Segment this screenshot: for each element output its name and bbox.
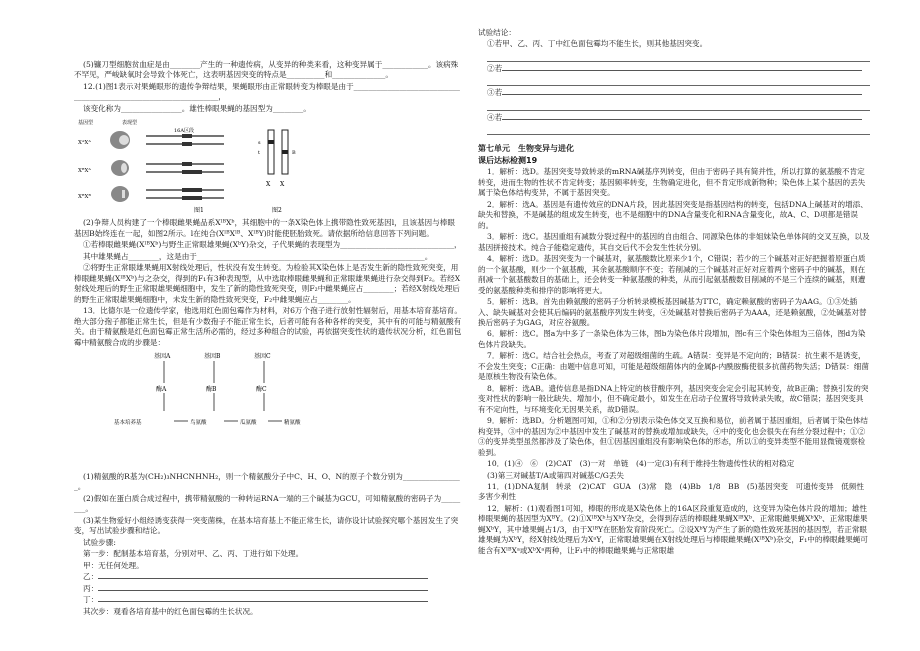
figure-row	[74, 116, 462, 216]
left-column	[74, 60, 462, 618]
question-13-3: (3)某生物爱好小组经诱变获得一突变菌株，在基本培育基上不能正常生长，请你设计试验探究哪个基因发生了突变，写出试验步骤和结论。	[74, 515, 459, 536]
step-yi: 乙：	[74, 572, 462, 582]
answer-line	[487, 51, 870, 62]
fig1-caption: 图1	[194, 207, 204, 215]
answer-10b: (3)第三对碱基T/A或第四对碱基C/G丢失	[487, 470, 625, 480]
fig2-label-1: X	[266, 181, 271, 189]
figure-2	[244, 116, 334, 216]
fig1-genotype-1: XᴬXᴬ	[78, 140, 91, 147]
question-12-1: 12.(1)图1表示对果蝇眼形的遗传争辩结果，果蝇眼形由正常眼转变为棒眼是由于__________________________________________________________________，	[74, 81, 460, 102]
conclusion-3: ③若	[478, 88, 870, 98]
step-jia: 甲：无任何处理。	[83, 560, 144, 570]
question-13-1: (1)精氨酸的R基为(CH₂)₃NHCNHNH₂，则一个精氨酸分子中C、H、O、N的原子个数分别为________________。	[74, 471, 460, 492]
answer-7: 7．解析：选C。结合社会热点，考查了对超级细菌的生疏。A错误：变异是不定向的；B错误：抗生素不是诱变，不会发生突变；C正确：由题中信息可知，可能是超级细菌体内的金属β-内酰胺酶使很多抗菌药物失活；D错误：细菌是原核生物没有染色体。	[478, 351, 869, 382]
enzyme-c: 酶C	[256, 385, 267, 393]
question-13-2: (2)假如在蛋白质合成过程中，携带精氨酸的一种转运RNA一端的三个碱基为GCU，可知精氨酸的密码子为________。	[74, 493, 461, 514]
question-12-2b: ②将野生正常眼雄果蝇用X射线处理后，性状没有发生转变。为检验其X染色体上是否发生新的隐性致死突变，用棒眼雌果蝇(XˡᴮXᵇ)与之杂交，得到的F₁有3种表现型，从中选取棒眼雌果蝇和正常眼雄果蝇进行杂交得到F₂。若经X射线处理后的野生正常眼雄果蝇细胞中，发生了新的隐性致死突变，则F₂中雌果蝇应占________；若经X射线处理后的野生正常眼雄果蝇细胞中，未发生新的隐性致死突变，F₂中雌果蝇应占________。	[74, 263, 461, 304]
answer-3: 3．解析：选C。基因重组有减数分裂过程中的基因的自由组合、同源染色体的非姐妹染色单体间的交叉互换，以及基因拼接技术。纯合子能稳定遗传，其自交后代不会发生性状分别。	[478, 232, 870, 252]
enzyme-a: 酶A	[156, 385, 167, 393]
fig1-region: 16A区段	[174, 128, 194, 135]
question-12-2: (2)争辩人员构建了一个棒眼雌果蝇品系XˡᴮXᵇ，其细胞中的一条X染色体上携带隐性致死基因l，且该基因与棒眼基因B始终连在一起，如图2所示。l在纯合(XˡᴮXˡᴮ、XˡᴮY)时能使胚胎致死。请依据所给信息回答下列问题。	[74, 218, 455, 238]
answer-2: 2．解析：选A。基因是有遗传效应的DNA片段，因此基因突变是指基因结构的转变，包括DNA上碱基对的增添、缺失和替换，不是碱基的组成发生转变，也不是细胞中的DNA含量变化和RNA含量变化，故A、C、D项都是错误的。	[478, 199, 868, 230]
fig2-label-3: s	[258, 140, 261, 147]
fig1-genotype-2: XᴮXᴬ	[78, 168, 91, 175]
step-2: 其次步：观看各培育基中的红色面包霉的生长状况。	[83, 606, 258, 616]
step-ding: 丁：	[74, 595, 462, 605]
steps-title: 试验步骤:	[83, 537, 116, 547]
answer-6: 6．解析：选C。图a为中多了一条染色体为三体，图b为染色体片段增加，图c有三个染色体组为三倍体，图d为染色体片段缺失。	[478, 329, 866, 349]
answer-1: 1．解析：选D。基因突变导致转录的mRNA碱基序列转变，但由于密码子具有简并性，所以打算的氨基酸不肯定转变，进而生物的性状不肯定转变；基因频率转变，生物确定进化，但不肯定形成新物种；染色体上某个基因的丢失属于染色体结构变异，不属于基因突变。	[478, 167, 866, 198]
step-ornithine: 鸟氨酸	[190, 419, 207, 426]
gene-c: 基因C	[254, 352, 271, 360]
step-1: 第一步：配制基本培育基，分别对甲、乙、丙、丁进行如下处理。	[83, 549, 304, 559]
arginine-pathway-diagram	[114, 349, 304, 471]
answer-line	[487, 100, 870, 111]
unit-title: 第七单元 生物变异与进化	[478, 144, 574, 154]
conclusion-1: ①若甲、乙、丙、丁中红色面包霉均不能生长，则其他基因突变。	[487, 39, 708, 49]
fig2-caption: 图2	[272, 207, 282, 215]
step-bing: 丙：	[74, 584, 462, 594]
fig1-genotype-3: XᴮXᴮ	[78, 194, 91, 201]
conclusion-4: ④若	[478, 113, 870, 123]
answer-12: 12．解析：(1)观看图1可知，棒眼的形成是X染色体上的16A区段重复造成的，这变异为染色体片段的增加；雄性棒眼果蝇的基因型为XᴮY。(2)①XˡᴮXᵇ与XᵇY杂交，会得到存活的棒眼雌果蝇XˡᴮXᵇ、正常眼雌果蝇XᵇXᵇ、正常眼雄果蝇XᵇY，其中雄果蝇占1/3，由于XˡᴮY在胚胎发育阶段死亡。②设XᵇY为产生了新的隐性致死基因的基因型，若正常眼雄果蝇为XᵇY，经X射线处理后为XᵃY，正常眼雄果蝇在X射线处理后与棒眼雌果蝇(XˡᴮXᵇ)杂交，F₁中的棒眼雌果蝇可能含有XˡᴮXᵃ或XᵇXᵃ两种，让F₁中的棒眼雌果蝇与正常眼雄	[478, 503, 868, 555]
answer-5: 5．解析：选B。首先由赖氨酸的密码子分析转录模板基因碱基为TTC，确定赖氨酸的密码子为AAG。①③处插入、缺失碱基对会使其后编码的氨基酸序列发生转变，④处碱基对替换后密码子为AAA，还是赖氨酸，②处碱基对替换后密码子为GAG，对应谷氨酸。	[478, 297, 867, 327]
enzyme-b: 酶B	[206, 385, 217, 393]
eye-shape-normal	[110, 131, 130, 149]
answer-8: 8．解析：选AB。遗传信息是指DNA上特定的核苷酸序列，基因突变会定会引起其转变，故B正确；替换引发的突变对性状的影响一般比缺失、增加小，但不确定最小，如发生在启动子位置将导致转录失败，故C错误；基因突变具有不定向性，与环境变化无因果关系，故D错误。	[478, 383, 869, 414]
fig2-label-4: t	[258, 150, 261, 157]
figure-1	[74, 116, 244, 216]
eye-shape-bar	[111, 186, 129, 202]
question-12-1b: 该变化称为________________。雄性棒眼果蝇的基因型为________。	[83, 103, 311, 113]
right-column	[478, 28, 870, 557]
answer-11: 11．(1)DNA复制 转录 (2)CAT GUA (3)常 隐 (4)Bb 1/8 BB (5)基因突变 可遗传变异 低频性 多害少利性	[478, 482, 872, 502]
fig1-header: 基因型	[78, 120, 94, 127]
conclusion-title: 试验结论：	[478, 28, 516, 37]
step-arginine: 精氨酸	[284, 419, 301, 426]
fig2-label-5: B	[292, 150, 296, 157]
fig1-phenotype: 表现型	[122, 120, 138, 127]
step-base-medium: 基本培养基	[114, 419, 142, 426]
question-5: (5)镰刀型细胞贫血症是由________产生的一种遗传病，从变异的种类来看，这种变异属于____________。该病殊不罕见，严峻缺氧时会导致个体死亡，这表明基因突变的特点是__________和______________。	[74, 60, 459, 80]
gene-a: 基因A	[154, 352, 171, 360]
answer-10: 10．(1)④ ⑥ (2)CAT (3)一对 单链 (4)一定(3)有利于维持生物遗传性状的相对稳定	[487, 459, 795, 469]
answer-line	[487, 75, 870, 86]
fig2-label-2: X	[280, 181, 285, 189]
question-13: 13．比德尔是一位遗传学家，他选用红色面包霉作为材料，对6万个孢子进行放射性辐射后，用基本培育基培育。绝大部分孢子都能正常生长，但是有少数孢子不能正常生长，后者可能有各种各样的突变，其中有的可能与精氨酸有关。由于精氨酸是红色面包霉正常生活所必需的，经过多种组合的试验，再依据突变性状的遗传状况分析，红色面包霉中精氨酸合成的步骤是：	[74, 306, 462, 347]
question-12-2a2: 其中雄果蝇占________，这是由于____________________________________________________________。	[83, 251, 433, 261]
step-citrulline: 瓜氨酸	[240, 419, 257, 426]
answer-4: 4．解析：选D。基因突变为一个碱基对，氨基酸数比原来少1个，C错误；若少的三个碱基对正好把握着原蛋白质的一个氨基酸，则少一个氨基酸，其余氨基酸顺序不变；若削减的三个碱基对正好对应着两个密码子中的碱基，则在削减一个氨基酸数目的基础上，还会转变一种氨基酸的种类，从而引起氨基酸数目削减的不是三个连续的碱基，则遭受的氨基酸种类和排序的影响将更大。	[478, 254, 866, 295]
answer-9: 9．解析：选BD。分析题图可知，①和②分别表示染色体交叉互换和易位，前者属于基因重组，后者属于染色体结构变异，③中的基因为②中基因中发生了碱基对的替换或增加或缺失，④中的变化也会很失在有丝分裂过程中；①②③的变异类型虽然都涉及了染色体，但①因基因重组没有影响染色体的形态，所以①的变异类型不能用显微镜观察检验到。	[478, 416, 868, 457]
question-12-2a: ①若棒眼雌果蝇(XˡᴮXᵇ)与野生正常眼雄果蝇(XᵇY)杂交，子代果蝇的表现型为______________________________，	[83, 240, 462, 250]
conclusion-2: ②若	[478, 64, 870, 74]
eye-shape-bar-hetero	[111, 160, 129, 176]
test-title: 课后达标检测19	[478, 156, 538, 166]
answer-line	[487, 124, 870, 135]
gene-b: 基因B	[204, 352, 221, 360]
